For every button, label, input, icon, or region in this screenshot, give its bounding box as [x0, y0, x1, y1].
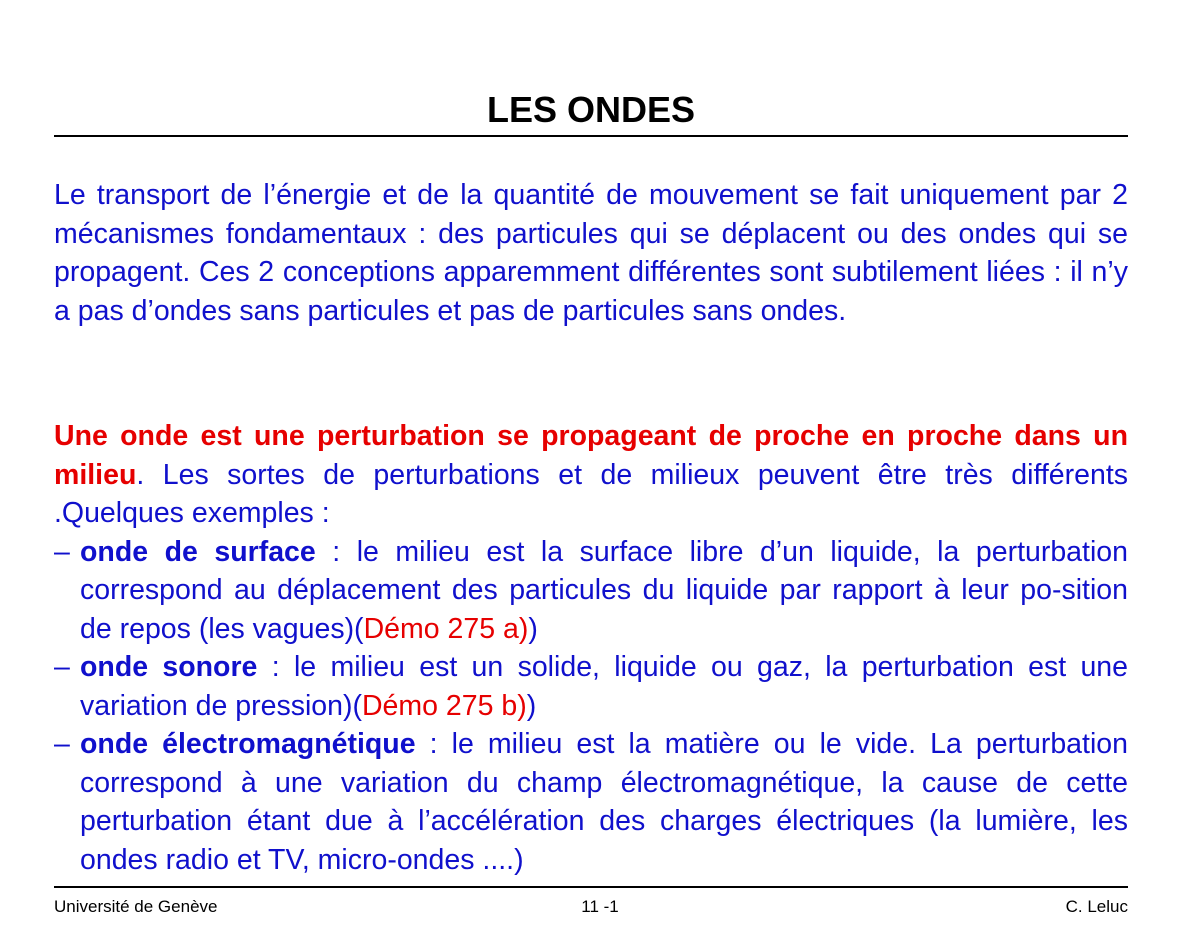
- example-text: : le milieu est la matière ou le vide. La perturbation correspond à une variation du champ électromagnétique, la cause de cette perturbation étant due à l’accélération des charges électriques (la lumière, les ondes radio et TV, micro-ondes ....): [80, 728, 1128, 876]
- example-close: ): [528, 612, 538, 645]
- list-item-surface-wave: [54, 533, 1128, 649]
- footer-page-number: 11 -1: [581, 897, 619, 916]
- example-term: onde de surface: [80, 535, 316, 568]
- example-close: ): [526, 689, 537, 722]
- title-rule: [54, 135, 1128, 137]
- footer-rule: [54, 886, 1128, 888]
- intro-paragraph: Le transport de l’énergie et de la quantité de mouvement se fait uniquement par 2 mécanismes fondamentaux : des particules qui se déplacent ou des ondes qui se propagent. Ces 2 conceptions apparemment différentes sont subtilement liées : il n’y a pas d’ondes sans particules et pas de particules sans ondes.: [54, 179, 1128, 327]
- example-term: onde sonore: [80, 651, 258, 683]
- list-item-sound-wave: [54, 648, 1128, 725]
- page-title: LES ONDES: [486, 89, 696, 130]
- example-term: onde électromagnétique: [80, 728, 416, 760]
- definition-highlight: Une onde est une perturbation se propageant de proche en proche dans un milieu: [54, 420, 1128, 491]
- definition-rest: . Les sortes de perturbations et de milieux peuvent être très différents .Quelques exemples :: [54, 458, 1128, 529]
- demo-reference: Démo 275 a): [363, 612, 529, 645]
- definition-paragraph: [54, 417, 1128, 533]
- footer-author: C. Leluc: [1065, 897, 1128, 916]
- example-text: : le milieu est la surface libre d’un liquide, la perturbation correspond au déplacement des particules du liquide par rapport à leur po-sition de repos (les vagues)(: [80, 535, 1128, 645]
- list-dash: –: [54, 535, 70, 568]
- list-dash: –: [54, 651, 70, 683]
- definition-section: [54, 417, 1128, 879]
- examples-list: [54, 533, 1128, 880]
- list-dash: –: [54, 728, 70, 760]
- list-item-em-wave: [54, 725, 1128, 879]
- demo-reference: Démo 275 b): [361, 689, 527, 722]
- footer-institution: Université de Genève: [54, 897, 218, 916]
- example-text: : le milieu est un solide, liquide ou gaz, la perturbation est une variation de pression)(: [80, 651, 1128, 722]
